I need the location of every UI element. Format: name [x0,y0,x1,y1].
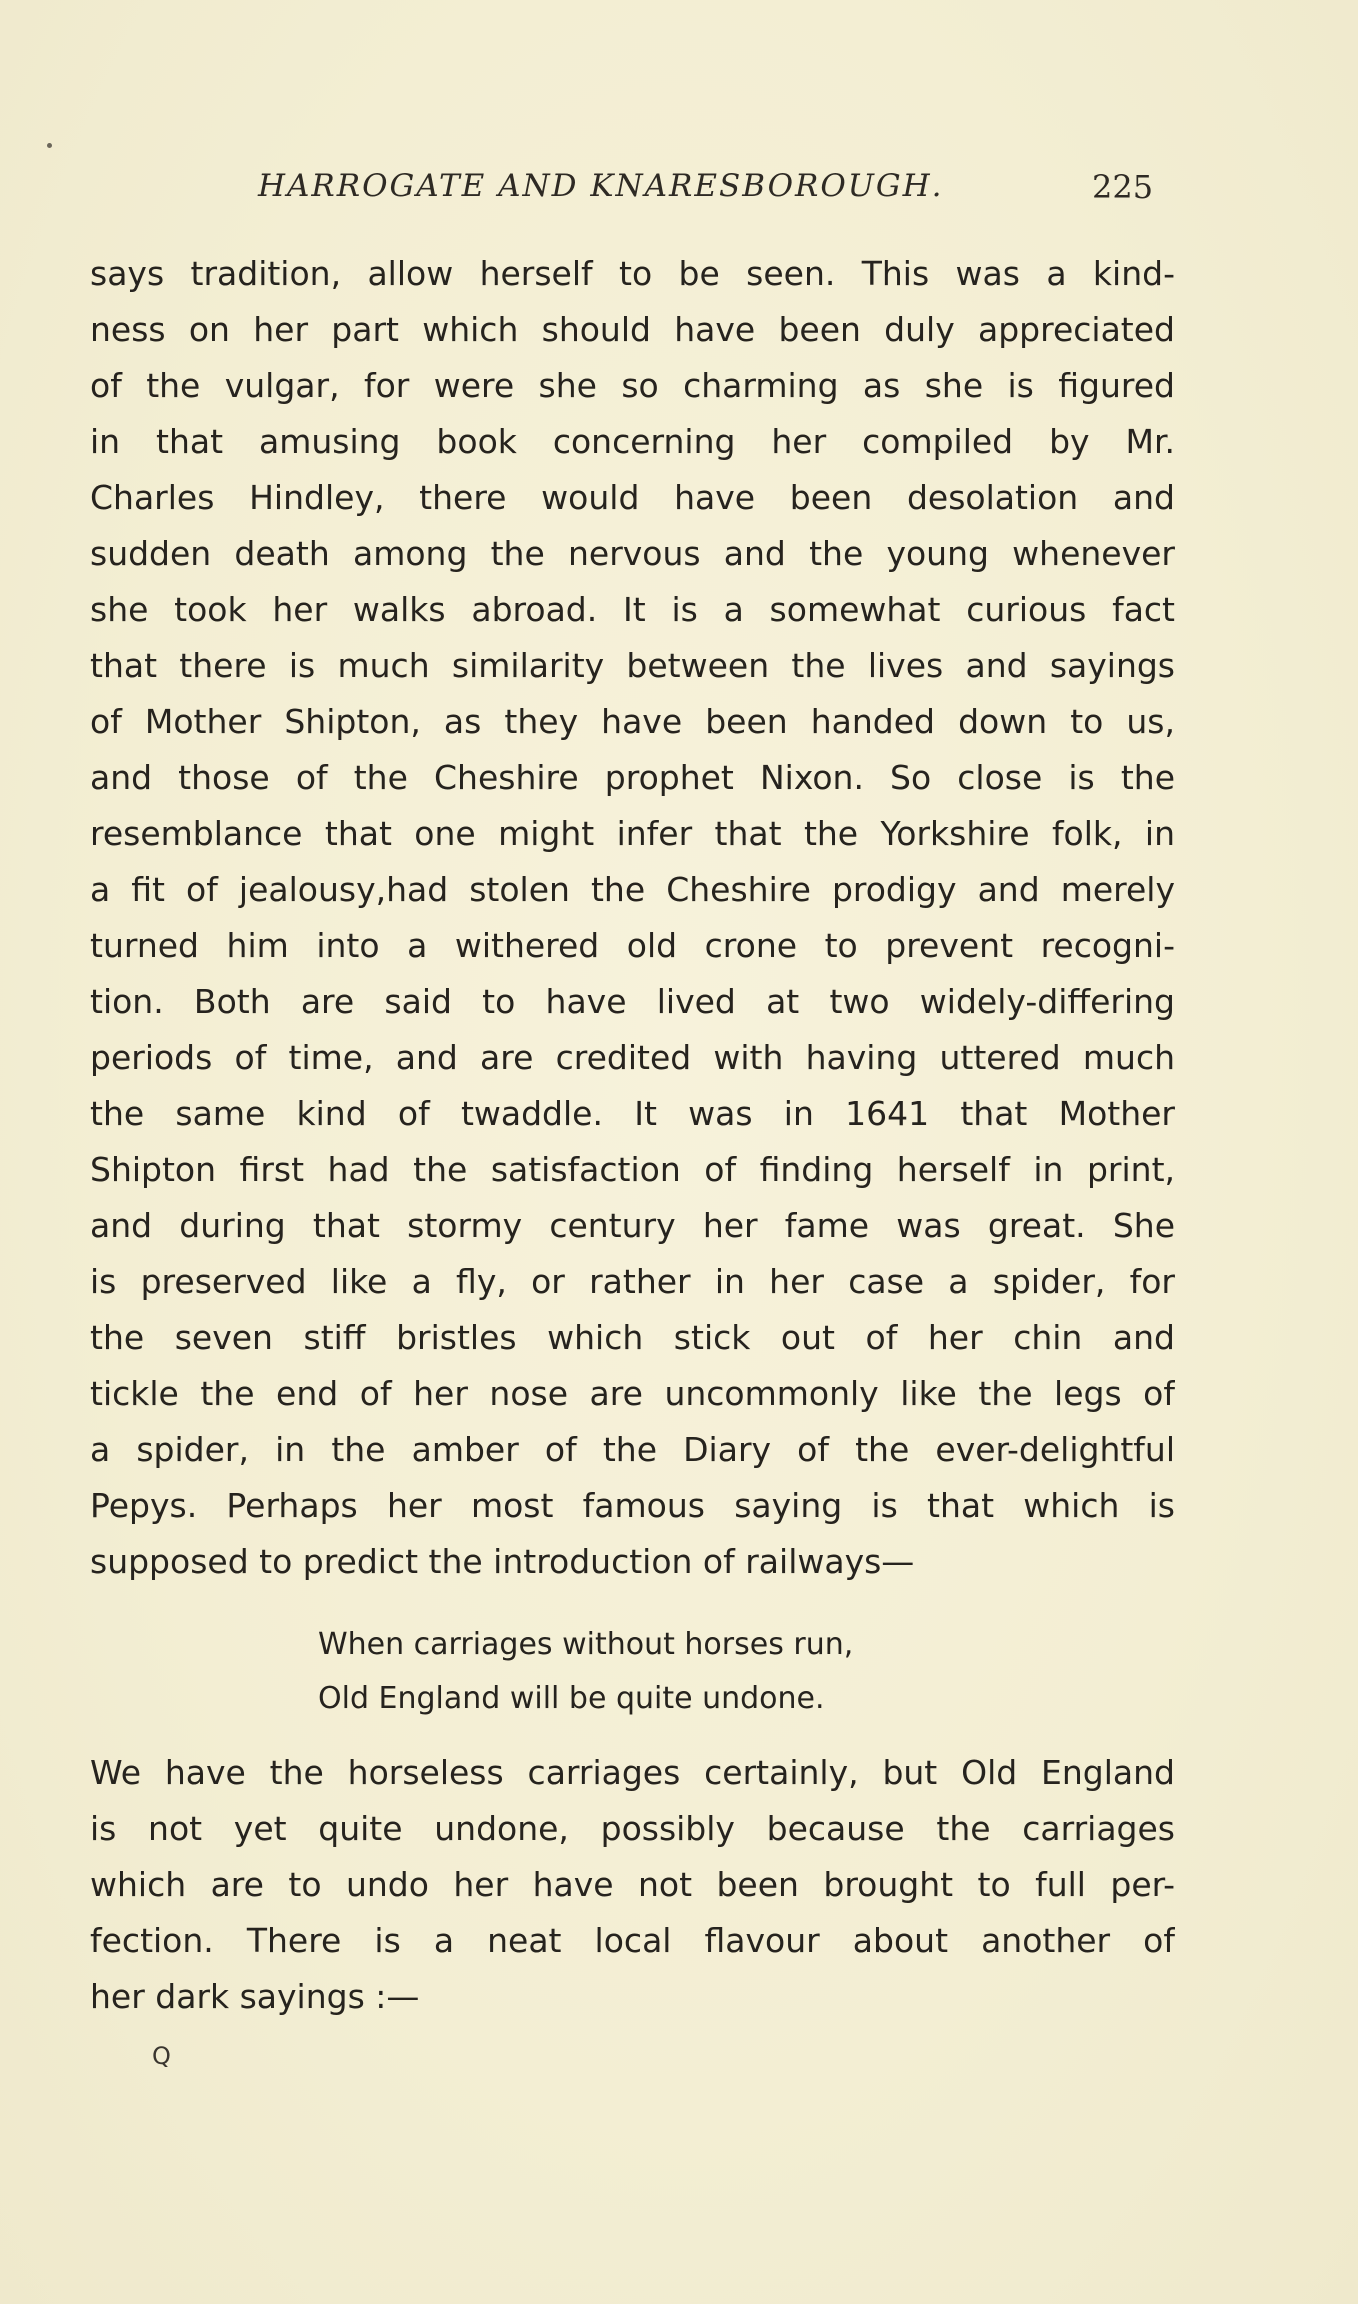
text-line: tickle the end of her nose are uncommonly like the legs of [90,1374,1175,1413]
text-line: sudden death among the nervous and the young whenever [90,534,1175,573]
text-line: the same kind of twaddle. It was in 1641 that Mother [90,1094,1175,1133]
text-line: fection. There is a neat local flavour about another of [90,1921,1175,1960]
text-line: of Mother Shipton, as they have been handed down to us, [90,702,1175,741]
text-line: her dark sayings :— [90,1977,420,2016]
text-line: she took her walks abroad. It is a somewhat curious fact [90,590,1175,629]
text-line: the seven stiff bristles which stick out of her chin and [90,1318,1175,1357]
text-line: says tradition, allow herself to be seen. This was a kind- [90,254,1175,293]
verse-line: Old England will be quite undone. [318,1681,825,1716]
text-line: Charles Hindley, there would have been desolation and [90,478,1175,517]
text-line: and those of the Cheshire prophet Nixon. So close is the [90,758,1175,797]
text-line: turned him into a withered old crone to prevent recogni- [90,926,1175,965]
text-line: resemblance that one might infer that the Yorkshire folk, in [90,814,1175,853]
text-line: supposed to predict the introduction of railways— [90,1542,915,1581]
text-line: ness on her part which should have been duly appreciated [90,310,1175,349]
running-title: HARROGATE AND KNARESBOROUGH. [258,168,944,204]
text-line: is preserved like a fly, or rather in her case a spider, for [90,1262,1175,1301]
text-line: Pepys. Perhaps her most famous saying is that which is [90,1486,1175,1525]
paragraph-2 [90,1745,1175,2025]
verse-line: When carriages without horses run, [318,1627,854,1662]
text-line: We have the horseless carriages certainly, but Old England [90,1753,1175,1792]
ink-speck [47,143,52,148]
signature-mark: Q [152,2042,171,2070]
text-line: and during that stormy century her fame was great. She [90,1206,1175,1245]
text-line: tion. Both are said to have lived at two widely-differing [90,982,1175,1021]
paragraph-1 [90,246,1175,1590]
text-line: periods of time, and are credited with having uttered much [90,1038,1175,1077]
text-line: which are to undo her have not been brought to full per- [90,1865,1175,1904]
page-number: 225 [1092,168,1154,206]
running-head [90,168,1190,218]
text-line: Shipton first had the satisfaction of finding herself in print, [90,1150,1175,1189]
text-line: that there is much similarity between the lives and sayings [90,646,1175,685]
text-line: in that amusing book concerning her compiled by Mr. [90,422,1175,461]
text-line: a spider, in the amber of the Diary of the ever-delightful [90,1430,1175,1469]
text-line: of the vulgar, for were she so charming as she is figured [90,366,1175,405]
text-line: is not yet quite undone, possibly because the carriages [90,1809,1175,1848]
text-line: a fit of jealousy,had stolen the Cheshire prodigy and merely [90,870,1175,909]
verse-quotation [318,1618,853,1726]
